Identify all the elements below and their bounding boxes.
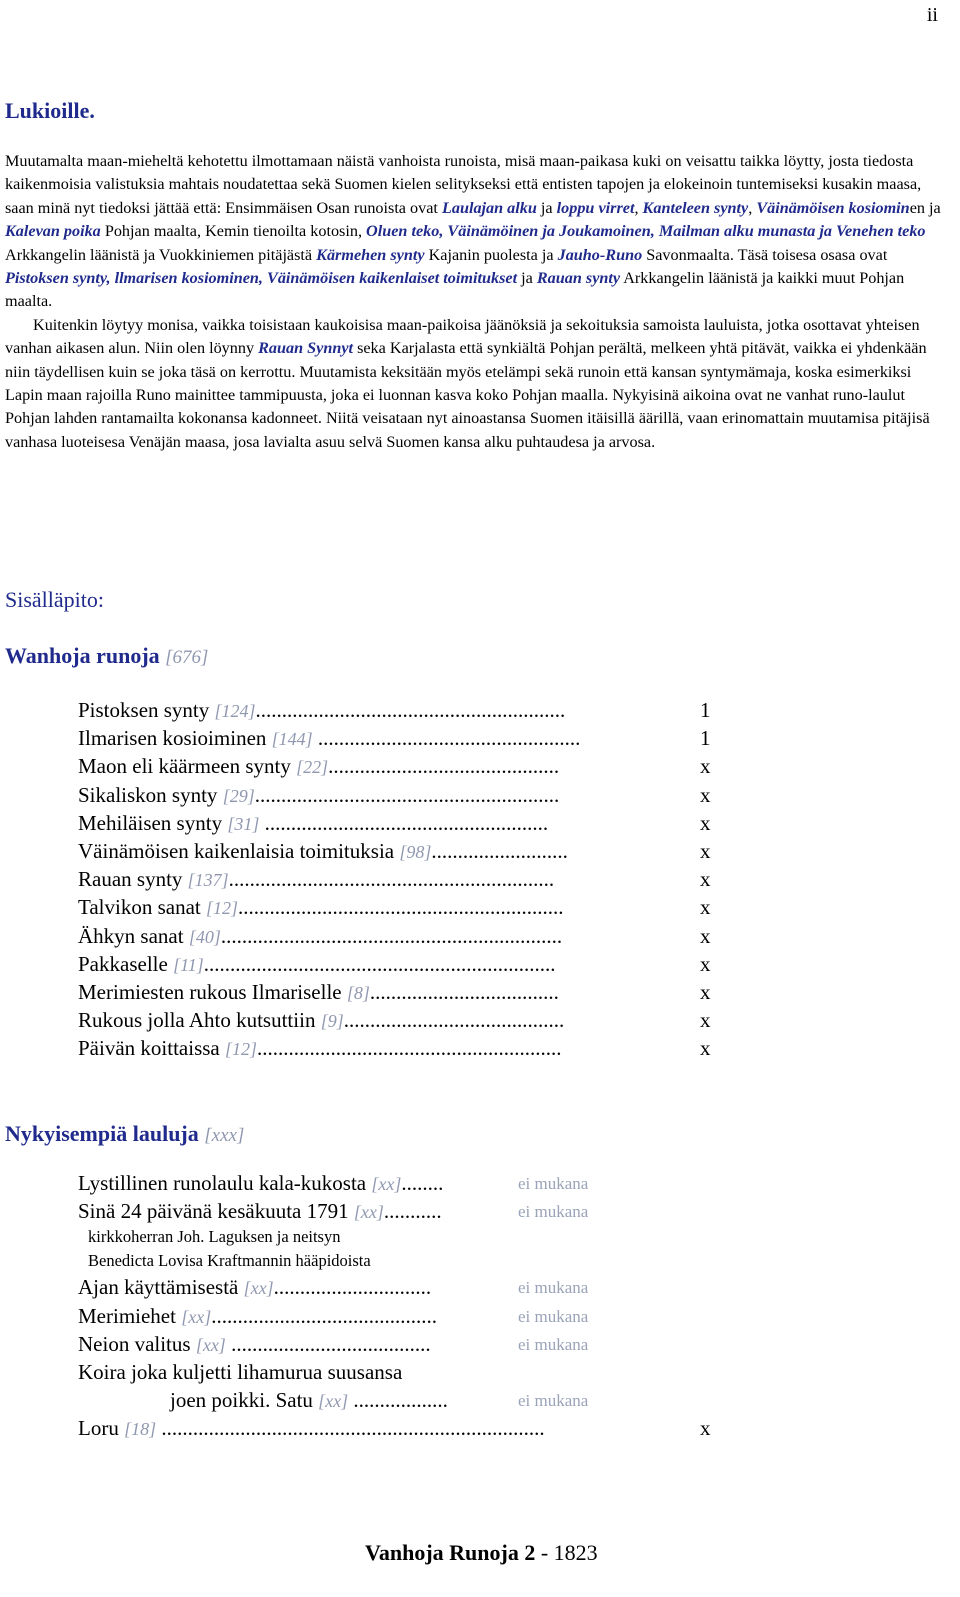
section-1-title: Wanhoja runoja — [5, 643, 160, 668]
footer — [365, 1540, 598, 1566]
toc-entry-count: [137] — [187, 870, 229, 891]
toc-entry-leader: .............................. — [273, 1275, 432, 1300]
toc-entry-count: [xx] — [181, 1306, 212, 1327]
toc-entry-label — [78, 952, 556, 977]
toc-entry-title: Lystillinen runolaulu kala-kukosta — [78, 1171, 372, 1195]
toc-entry-title: joen poikki. Satu — [170, 1388, 319, 1413]
highlighted-title: Laulajan alku — [441, 198, 537, 217]
toc-entry-count: [8] — [346, 982, 370, 1003]
toc-entry-label — [78, 1388, 448, 1413]
toc-entry — [78, 1171, 589, 1199]
toc-entry-count: [22] — [296, 757, 329, 778]
toc-entry-count: [11] — [173, 954, 204, 975]
toc-entry-label — [78, 783, 559, 808]
toc-entry-label — [78, 895, 564, 920]
toc-entry-title: Maon eli käärmeen synty — [78, 754, 297, 779]
toc-entry-title: Sinä 24 päivänä kesäkuuta 1791 — [78, 1199, 354, 1224]
toc-entry-title: Päivän koittaissa — [78, 1036, 225, 1061]
highlighted-title: Pistoksen synty, llmarisen kosiominen, Väinämöisen kaikenlaiset toimitukset — [5, 269, 518, 288]
toc-entry-label — [78, 867, 554, 892]
section-1-count: [676] — [165, 647, 209, 668]
toc-entry-subtitle: kirkkoherran Joh. Laguksen ja neitsyn — [88, 1227, 341, 1247]
toc-entry-leader: ......................................................................... — [156, 1416, 545, 1441]
toc-entry-page: x — [700, 782, 711, 807]
toc-entry-title: Pakkaselle — [78, 951, 174, 976]
toc-entry — [78, 1251, 371, 1275]
section-2-count: [xxx] — [204, 1125, 245, 1146]
text-run: Arkkangelin läänistä ja Vuokkiniemen pitäjästä — [5, 245, 317, 264]
toc-entry-page: ei mukana — [518, 1174, 589, 1193]
toc-entry-label — [78, 1171, 443, 1196]
toc-entry-page: x — [700, 895, 711, 920]
toc-entry-leader: ................................................................... — [203, 951, 556, 976]
highlighted-title: Rauan Synnyt — [258, 339, 354, 358]
toc-entry-count: [xx] — [318, 1391, 349, 1412]
section-2-title: Nykyisempiä lauluja — [5, 1121, 199, 1146]
toc-entry-leader: ................................................................. — [220, 923, 563, 948]
toc-entry — [78, 1303, 589, 1332]
toc-entry-count: [xx] — [243, 1278, 274, 1299]
toc-entry-page: x — [700, 754, 711, 779]
toc-entry-count: [9] — [320, 1011, 344, 1032]
text-run: , — [748, 198, 757, 217]
toc-entry-label — [78, 980, 559, 1005]
toc-entry-title: Merimiehet — [78, 1303, 182, 1328]
toc-entry-title: Rauan synty — [78, 867, 188, 892]
toc-entry-count: [xx] — [353, 1202, 384, 1223]
toc-entry-count: [12] — [224, 1039, 257, 1060]
toc-entry-label — [78, 1275, 431, 1300]
toc-entry — [78, 1416, 711, 1444]
toc-entry-title: Merimiesten rukous Ilmariselle — [78, 979, 347, 1004]
toc-entry-title: Väinämöisen kaikenlaisia toimituksia — [78, 838, 400, 863]
highlighted-title: Kanteleen synty — [642, 198, 749, 217]
toc-entry-count: [144] — [271, 729, 313, 750]
toc-entry-page: ei mukana — [518, 1334, 589, 1354]
toc-entry-title: Koira joka kuljetti lihamurua suusansa — [78, 1359, 403, 1384]
toc-entry-label — [78, 726, 580, 751]
toc-entry-page: ei mukana — [518, 1278, 589, 1298]
toc-entry-label — [78, 1304, 437, 1329]
text-run: ja — [517, 269, 537, 288]
toc-entry-page: x — [700, 1416, 711, 1441]
toc-entry-label — [78, 698, 565, 723]
toc-entry — [78, 1331, 589, 1360]
section-2-contents — [78, 1171, 711, 1445]
toc-entry-leader: .......................................................... — [254, 782, 560, 807]
text-run: Savonmaalta. Täsä toisesa osasa ovat — [642, 245, 888, 264]
toc-entry-count: [124] — [214, 701, 256, 721]
toc-entry — [78, 1275, 589, 1303]
toc-entry-leader: ........................................................... — [255, 698, 566, 722]
toc-entry-page: x — [700, 951, 711, 976]
toc-entry-label — [78, 924, 562, 949]
toc-entry-leader: ........ — [401, 1171, 444, 1195]
toc-entry-leader: .................................................. — [312, 726, 581, 751]
toc-entry — [78, 1199, 589, 1227]
toc-entry-page: x — [700, 923, 711, 948]
toc-entry-page: ei mukana — [518, 1202, 589, 1222]
toc-entry-title: Ajan käyttämisestä — [78, 1275, 244, 1300]
toc-entry — [78, 1388, 589, 1416]
toc-entry-page: x — [700, 979, 711, 1004]
highlighted-title: Kärmehen synty — [316, 245, 425, 264]
section-2-heading — [5, 1121, 244, 1147]
toc-entry-page: x — [700, 1036, 711, 1061]
footer-year: - 1823 — [535, 1540, 598, 1565]
highlighted-title: loppu virret — [556, 198, 635, 217]
text-run: Kajanin puolesta ja — [424, 245, 558, 264]
toc-entry-label — [78, 1036, 562, 1061]
toc-entry-count: [xx] — [371, 1174, 402, 1194]
toc-entry-title: Rukous jolla Ahto kutsuttiin — [78, 1008, 321, 1033]
toc-entry-page: x — [700, 867, 711, 892]
highlighted-title: Oluen teko, Väinämöinen ja Joukamoinen, Mailman alku munasta ja Venehen teko — [366, 222, 926, 241]
text-run: seka Karjalasta että synkiältä Pohjan perältä, melkeen yhtä pitävät, vaikka ei yhdenkään niin täydellisen kuin se joka täsä on kerrottu. Muutamista keksitään myös etelämpi sekä runoin että kansan syntymämaja, koska esimerkiksi Lapin maan rajoilla Runo mainittee tammipuusta, joka ei luonnan kasva koko Pohjan maalla. Nykyisinä aikoina ovat ne vanhat runo-laulut Pohjan lahden rantamailta kokonansa kadonneet. Niitä veisataan nyt ainoastansa Suomen itäisillä äärillä, vaan erinomattain muutamisa pitäjisä vanhasa luoteisesa Venäjän maasa, josa lavialta asuu selvä Suomen kansa alku puhtaudesa ja arvosa. — [5, 339, 930, 451]
toc-entry-page: x — [700, 1008, 711, 1033]
toc-entry-leader: .......................................................... — [257, 1036, 562, 1061]
toc-entry-leader: .......................................... — [343, 1008, 565, 1033]
toc-entry-label — [78, 1199, 442, 1224]
toc-entry-page: x — [700, 838, 711, 863]
toc-entry-count: [18] — [124, 1419, 157, 1440]
toc-entry-title: Mehiläisen synty — [78, 810, 228, 835]
toc-entry-title: Sikaliskon synty — [78, 782, 223, 807]
toc-entry-count: [29] — [222, 785, 255, 806]
page-number: ii — [926, 4, 938, 26]
toc-entry-label — [78, 1332, 431, 1357]
intro-text — [5, 150, 947, 454]
toc-entry-leader: ............................................ — [328, 754, 560, 779]
toc-entry-leader: ........................................... — [211, 1303, 437, 1328]
toc-entry — [78, 1227, 371, 1251]
text-run: Kuitenkin löytyy monisa, vaikka toisistaan kaukoisisa maan-paikoisa jäänöksiä ja sekoituksia samoista lauluista, jotka osottavat yhteisen vanhan aikasen alun. Niin olen löynny — [5, 315, 920, 358]
toc-entry-page: 1 — [700, 726, 711, 751]
highlighted-title: Jauho-Runo — [557, 245, 643, 264]
toc-entry-title: Ähkyn sanat — [78, 923, 189, 948]
toc-entry-label — [78, 839, 568, 864]
toc-entry-count: [40] — [188, 926, 221, 947]
section-1-heading — [5, 643, 208, 669]
toc-entry-page: x — [700, 810, 711, 835]
toc-entry-title: Neion valitus — [78, 1331, 196, 1356]
contents-label: Sisälläpito: — [5, 587, 104, 612]
footer-title: Vanhoja Runoja 2 — [365, 1540, 536, 1565]
toc-entry-leader: .............................................................. — [238, 895, 564, 920]
intro-paragraph-2 — [5, 314, 947, 454]
text-run: en ja — [909, 198, 941, 217]
text-run: Muutamalta maan-mieheltä kehotettu ilmottamaan näistä vanhoista runoista, misä maan-paikasa kuki on veisattu taikka löytty, josta tiedosta kaikenmoisia valistuksia mahtais noudatettaa sekä Suomen kielen selitykseksi että entisten tapojen ja elokeinoin tuntemiseksi kusakin maasa, saan minä nyt tiedoksi jättää että: Ensimmäisen Osan runoista ovat — [5, 152, 922, 217]
toc-entry-subtitle: Benedicta Lovisa Kraftmannin hääpidoista — [88, 1251, 371, 1271]
toc-entry-page: ei mukana — [518, 1306, 589, 1326]
highlighted-title: Väinämöisen kosiomin — [756, 198, 910, 217]
highlighted-title: Kalevan poika — [5, 222, 101, 241]
toc-entry-leader: ...................................... — [225, 1331, 431, 1356]
toc-entry-leader: ...................................................... — [259, 810, 549, 835]
toc-entry-count: [31] — [227, 813, 260, 834]
text-run: Pohjan maalta, Kemin tienoilta kotosin, — [100, 222, 367, 241]
toc-entry-leader: .............................................................. — [228, 867, 555, 892]
intro-paragraph-1 — [5, 150, 947, 314]
toc-entry-label — [78, 1008, 564, 1033]
toc-entry-label — [78, 1416, 545, 1441]
toc-entry-count: [xx] — [195, 1334, 226, 1355]
toc-entry-count: [12] — [206, 898, 239, 919]
toc-entry-leader: .................. — [348, 1388, 448, 1413]
toc-entry — [78, 1359, 403, 1388]
toc-entry-title: Pistoksen synty — [78, 698, 215, 722]
text-run: Arkkangelin läänistä ja kaikki muut Pohjan maalta. — [5, 269, 905, 311]
toc-entry-title: Ilmarisen kosioiminen — [78, 726, 272, 751]
toc-entry-page: ei mukana — [518, 1391, 589, 1411]
toc-entry-title: Talvikon sanat — [78, 895, 206, 920]
toc-entry-label — [78, 754, 559, 779]
intro-heading: Lukioille. — [5, 98, 95, 123]
toc-entry-leader: ........... — [383, 1199, 442, 1224]
toc-entry-page: 1 — [700, 698, 711, 722]
text-run: , — [634, 198, 643, 217]
toc-entry-label — [78, 811, 548, 836]
toc-entry-leader: .......................... — [431, 838, 568, 863]
text-run: ja — [536, 198, 557, 217]
toc-entry-title: Loru — [78, 1416, 125, 1441]
highlighted-title: Rauan synty — [536, 269, 621, 288]
toc-entry-count: [98] — [399, 841, 432, 862]
toc-entry-leader: .................................... — [369, 979, 559, 1004]
